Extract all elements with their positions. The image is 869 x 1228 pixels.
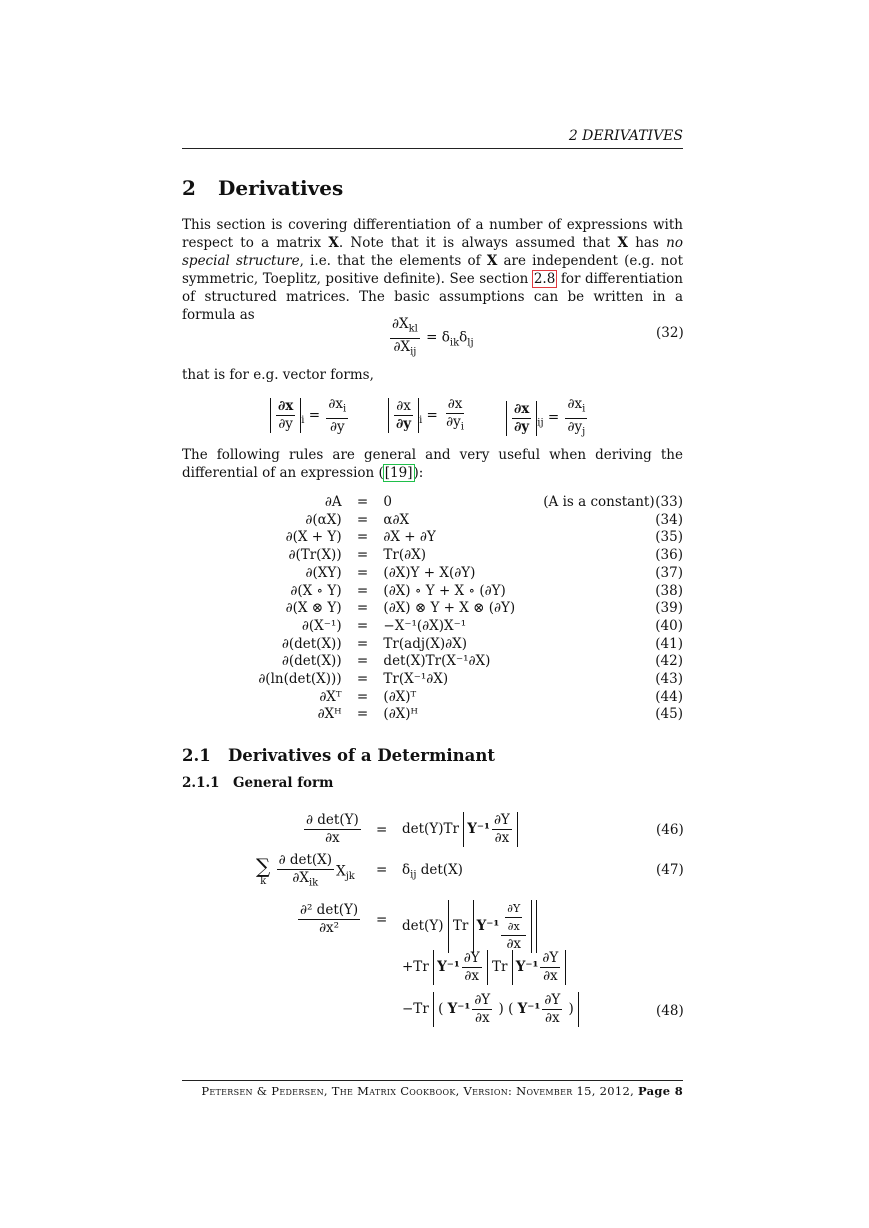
intro-paragraph bbox=[182, 216, 683, 324]
rule-rhs: (∂X)ᴴ bbox=[383, 706, 418, 723]
rule-row bbox=[182, 653, 683, 671]
page-footer bbox=[182, 1084, 683, 1098]
rule-lhs: ∂(X + Y) bbox=[285, 529, 342, 546]
rule-lhs: ∂Xᴴ bbox=[317, 706, 342, 723]
rule-rhs: Tr(X⁻¹∂X) bbox=[383, 671, 449, 688]
section-title-text: Derivatives bbox=[218, 176, 344, 200]
rule-lhs: ∂(X ⊗ Y) bbox=[285, 600, 342, 617]
vector-form-1: $\frac{\partial x}{\partial y}$ $_i$ = $\frac{\partial x_i}{\partial y}$ bbox=[270, 396, 350, 436]
rule-lhs: ∂(αX) bbox=[305, 511, 342, 528]
rule-note: (A is a constant) bbox=[543, 494, 655, 510]
equation-32: $\frac{\partial X_{kl}}{\partial X_{ij}}$ = $\delta_{ik}\delta_{lj}$ bbox=[388, 316, 474, 360]
equation-number: (40) bbox=[655, 617, 683, 634]
rule-row bbox=[182, 618, 683, 636]
subsubsection-title: 2.1.1 General form bbox=[182, 775, 334, 791]
intro-text: has bbox=[627, 235, 667, 251]
citation-link-19[interactable]: [19] bbox=[384, 465, 413, 481]
equation-number: (37) bbox=[655, 564, 683, 581]
equation-48-line-3: −Tr ( Y⁻¹ $\frac{\partial Y}{\partial x}$ ) ( Y⁻¹ $\frac{\partial Y}{\partial x}$ ) bbox=[402, 992, 579, 1027]
running-head: 2 DERIVATIVES bbox=[182, 128, 683, 149]
rule-rhs: Tr(adj(X)∂X) bbox=[383, 635, 468, 652]
intro-text: This section is covering differentiation of a number of expressions with respect to a matrix bbox=[182, 217, 683, 251]
rule-equals: = bbox=[356, 653, 369, 670]
intro-text: for differentiation of structured matrices. The basic assumptions can be written in a formula as bbox=[182, 271, 683, 323]
bracket: $\frac{\partial x}{\partial y}$ bbox=[388, 398, 419, 433]
subsection-title: 2.1 Derivatives of a Determinant bbox=[182, 746, 495, 765]
rule-row bbox=[182, 671, 683, 689]
rule-equals: = bbox=[356, 617, 369, 634]
rule-lhs: ∂(X⁻¹) bbox=[301, 617, 342, 634]
rule-row bbox=[182, 565, 683, 583]
intro-text: X bbox=[617, 235, 628, 251]
bracket: $\frac{\partial x}{\partial y}$ bbox=[506, 401, 537, 436]
equation-number: (43) bbox=[655, 671, 683, 688]
rule-row bbox=[182, 706, 683, 724]
fraction: $\frac{\partial X_{kl}}{\partial X_{ij}}$ bbox=[392, 316, 418, 358]
vector-form-3: $\frac{\partial x}{\partial y}$ $_{ij}$ = $\frac{\partial x_i}{\partial y_j}$ bbox=[506, 396, 589, 440]
rule-note bbox=[543, 529, 655, 547]
rule-equals: = bbox=[356, 547, 369, 564]
rule-equals: = bbox=[356, 600, 369, 617]
equation-48-line-2: +Tr Y⁻¹ $\frac{\partial Y}{\partial x}$ Tr Y⁻¹ $\frac{\partial Y}{\partial x}$ bbox=[402, 950, 566, 985]
rule-rhs: ∂X + ∂Y bbox=[383, 529, 436, 546]
rule-equals: = bbox=[356, 511, 369, 528]
intro-text: are independent (e.g. not symmetric, Toeplitz, positive definite). See section bbox=[182, 253, 683, 287]
rule-note bbox=[543, 600, 655, 618]
rule-equals: = bbox=[356, 564, 369, 581]
rule-rhs: 0 bbox=[383, 494, 393, 510]
rule-equals: = bbox=[356, 582, 369, 599]
equation-number: (47) bbox=[656, 862, 684, 878]
section-number: 2 bbox=[182, 176, 196, 200]
equation-48-lhs: $\frac{\text{∂² det(Y)}}{\text{∂x²}}$ bbox=[300, 902, 359, 936]
rule-equals: = bbox=[356, 706, 369, 723]
rule-row bbox=[182, 529, 683, 547]
rule-note bbox=[543, 583, 655, 601]
equation-number: (45) bbox=[655, 706, 683, 723]
equation-47-lhs: ∑ k $\frac{\partial \det(X)}{\partial X_{ik}}$ $X_{jk}$ bbox=[256, 852, 355, 889]
rule-row bbox=[182, 636, 683, 654]
vector-forms-text: that is for e.g. vector forms, bbox=[182, 367, 374, 383]
rule-equals: = bbox=[356, 635, 369, 652]
equation-47-rhs: $\delta_{ij}$ det(X) bbox=[402, 862, 463, 881]
equation-number: (46) bbox=[656, 822, 684, 838]
equation-number: (42) bbox=[655, 653, 683, 670]
bracket: $\frac{\partial x}{\partial y}$ bbox=[270, 398, 301, 433]
equation-number: (48) bbox=[656, 1003, 684, 1019]
rule-rhs: det(X)Tr(X⁻¹∂X) bbox=[383, 653, 491, 670]
equation-number: (39) bbox=[655, 600, 683, 617]
section-link-2-8[interactable]: 2.8 bbox=[533, 271, 556, 287]
rule-row bbox=[182, 583, 683, 601]
rule-note bbox=[543, 706, 655, 724]
rule-lhs: ∂(X ∘ Y) bbox=[290, 582, 342, 599]
rule-rhs: (∂X) ∘ Y + X ∘ (∂Y) bbox=[383, 582, 506, 599]
rule-row bbox=[182, 689, 683, 707]
rule-row bbox=[182, 494, 683, 512]
rule-rhs: Tr(∂X) bbox=[383, 547, 427, 564]
rule-note bbox=[543, 565, 655, 583]
rule-note bbox=[543, 689, 655, 707]
equation-48-line-1: det(Y) Tr Y⁻¹ $\frac{\frac{\partial Y}{\partial x}}{\partial x}$ bbox=[402, 900, 537, 953]
rules-intro: The following rules are general and very useful when deriving the differential of an expression ([19]): bbox=[182, 447, 683, 481]
rule-note bbox=[543, 547, 655, 565]
rule-rhs: (∂X) ⊗ Y + X ⊗ (∂Y) bbox=[383, 600, 516, 617]
intro-text: X bbox=[328, 235, 339, 251]
equals: = bbox=[376, 862, 388, 878]
rule-note bbox=[543, 618, 655, 636]
rule-row bbox=[182, 600, 683, 618]
intro-text: X bbox=[486, 253, 498, 269]
rule-row bbox=[182, 512, 683, 530]
rule-lhs: ∂(det(X)) bbox=[281, 653, 342, 670]
rule-lhs: ∂(Tr(X)) bbox=[288, 547, 342, 564]
rule-equals: = bbox=[356, 494, 369, 510]
rule-lhs: ∂(det(X)) bbox=[281, 635, 342, 652]
equals: = bbox=[376, 822, 388, 838]
equation-number: (41) bbox=[655, 635, 683, 652]
rule-rhs: −X⁻¹(∂X)X⁻¹ bbox=[383, 617, 467, 634]
equation-number: (33) bbox=[655, 494, 683, 510]
rule-lhs: ∂(XY) bbox=[305, 564, 342, 581]
vector-form-2: $\frac{\partial x}{\partial y}$ $_i$ = $\frac{\partial x}{\partial y_i}$ bbox=[388, 396, 468, 436]
rule-note bbox=[543, 512, 655, 530]
rule-equals: = bbox=[356, 529, 369, 546]
rule-rhs: (∂X)ᵀ bbox=[383, 688, 417, 705]
rule-equals: = bbox=[356, 671, 369, 688]
rule-lhs: ∂Xᵀ bbox=[319, 688, 342, 705]
intro-text: no special structure bbox=[182, 235, 683, 269]
footer-text: Petersen & Pedersen, The Matrix Cookbook, Version: November 15, 2012, bbox=[201, 1084, 639, 1098]
equation-number: (38) bbox=[655, 582, 683, 599]
equals: = bbox=[376, 912, 388, 928]
rule-note bbox=[543, 653, 655, 671]
intro-text: , i.e. that the elements of bbox=[299, 253, 487, 269]
rule-equals: = bbox=[356, 688, 369, 705]
equation-number: (44) bbox=[655, 688, 683, 705]
equation-number: (36) bbox=[655, 547, 683, 564]
equation-46-rhs: det(Y)Tr Y⁻¹ $\frac{\partial Y}{\partial x}$ bbox=[402, 812, 518, 847]
section-title bbox=[182, 176, 343, 200]
rule-lhs: ∂A bbox=[324, 494, 342, 510]
differential-rules-table bbox=[182, 494, 683, 724]
equation-number: (32) bbox=[656, 325, 684, 341]
rule-note bbox=[543, 636, 655, 654]
equation-number: (34) bbox=[655, 511, 683, 528]
rule-note bbox=[543, 671, 655, 689]
rule-rhs: (∂X)Y + X(∂Y) bbox=[383, 564, 476, 581]
rule-rhs: α∂X bbox=[383, 511, 410, 528]
page-number: Page 8 bbox=[638, 1084, 683, 1098]
intro-text: . Note that it is always assumed that bbox=[338, 235, 618, 251]
equation-46-lhs: $\frac{\partial \det(Y)}{\partial x}$ bbox=[306, 812, 359, 846]
equation-number: (35) bbox=[655, 529, 683, 546]
footer-rule bbox=[182, 1080, 683, 1081]
rule-row bbox=[182, 547, 683, 565]
rule-lhs: ∂(ln(det(X))) bbox=[258, 671, 342, 688]
